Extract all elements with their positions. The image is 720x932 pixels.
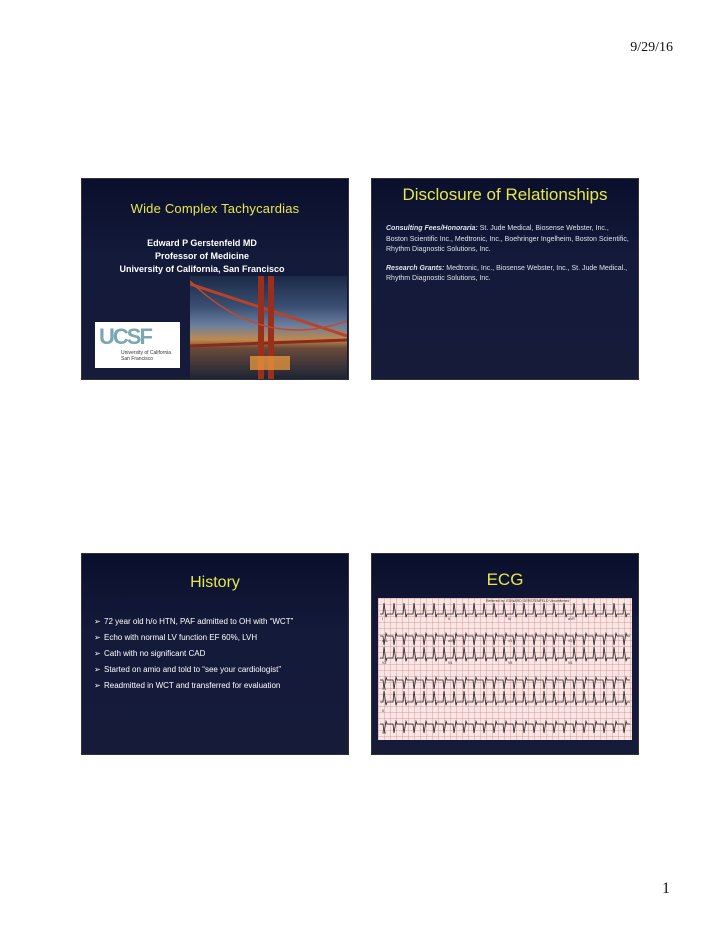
ecg-waveform <box>380 647 630 661</box>
slide-history <box>82 554 348 754</box>
golden-gate-bridge-image <box>190 276 347 379</box>
slide-title-text: ECG <box>486 570 524 589</box>
consulting-paragraph <box>386 224 630 256</box>
ecg-lead-label: aVF <box>448 639 455 643</box>
arrow-bullet-icon: ➢ <box>94 617 101 626</box>
slide-title-text: Disclosure of Relationships <box>402 185 608 204</box>
ecg-lead-label: V4 <box>448 661 453 665</box>
ecg-waveform <box>380 677 630 689</box>
ecg-tracing <box>378 598 632 740</box>
ecg-lead-label: II <box>382 709 384 713</box>
author-position: Professor of Medicine <box>154 251 250 261</box>
list-item: ➢ 72 year old h/o HTN, PAF admitted to OH with “WCT” <box>94 614 293 630</box>
research-paragraph <box>386 264 630 285</box>
author-institution: University of California, San Francisco <box>119 264 285 274</box>
page-date: 9/29/16 <box>630 40 673 55</box>
arrow-bullet-icon: ➢ <box>94 649 101 658</box>
list-item: ➢ Echo with normal LV function EF 60%, LVH <box>94 630 293 646</box>
ecg-lead-label: V5 <box>508 661 513 665</box>
slide-title-text: Wide Complex Tachycardias <box>130 201 300 216</box>
ecg-lead-label: aVL <box>382 639 389 643</box>
list-item: ➢ Readmitted in WCT and transferred for evaluation <box>94 678 293 694</box>
research-text: Medtronic, Inc., Biosense Webster, Inc., St. Jude Medical., Rhythm Diagnostic Solutions, Inc. <box>386 264 628 282</box>
page-number: 1 <box>662 880 670 897</box>
ecg-waveform <box>380 603 630 617</box>
ecg-lead-label: III <box>508 617 511 621</box>
ecg-lead-label: V1 <box>382 687 387 691</box>
slide-disclosure <box>372 179 638 379</box>
ecg-lead-label: V2 <box>568 639 573 643</box>
list-item: ➢ Started on amio and told to “see your cardiologist” <box>94 662 293 678</box>
author-block <box>102 237 302 276</box>
arrow-bullet-icon: ➢ <box>94 665 101 674</box>
consulting-label: Consulting Fees/Honoraria: <box>386 225 478 232</box>
ecg-lead-label: V3 <box>382 661 387 665</box>
slide-ecg <box>372 554 638 754</box>
arrow-bullet-icon: ➢ <box>94 633 101 642</box>
list-item: ➢ Cath with no significant CAD <box>94 646 293 662</box>
ecg-waveform <box>380 691 630 705</box>
ecg-lead-label: V6 <box>568 661 573 665</box>
disclosure-body <box>386 224 630 293</box>
history-list <box>94 614 293 694</box>
ecg-header: Referred by: EDWARD GERSTENFELD Unconfirmed <box>486 599 570 603</box>
consulting-text: St. Jude Medical, Biosense Webster, Inc., Boston Scientific Inc., Medtronic, Inc., Boehringer Ingelheim, Boston Scientific, Rhythm Diagnostic Solutions, Inc. <box>386 225 629 253</box>
ecg-lead-label: aVR <box>568 617 575 621</box>
ecg-lead-label: V5 <box>382 731 387 735</box>
ucsf-logo-caption: University of California San Francisco <box>121 350 172 362</box>
ecg-waveform <box>380 721 630 733</box>
arrow-bullet-icon: ➢ <box>94 681 101 690</box>
ecg-lead-label: V1 <box>508 639 513 643</box>
author-name: Edward P Gerstenfeld MD <box>147 238 257 248</box>
ecg-lead-label: I <box>382 617 383 621</box>
ucsf-logo <box>95 322 180 368</box>
slide-title-text: History <box>190 574 240 591</box>
ecg-lead-label: II <box>448 617 450 621</box>
ecg-waveform <box>380 633 630 645</box>
ucsf-logo-letters: UCSF <box>99 324 151 349</box>
slide-title <box>82 179 348 379</box>
research-label: Research Grants: <box>386 264 445 272</box>
